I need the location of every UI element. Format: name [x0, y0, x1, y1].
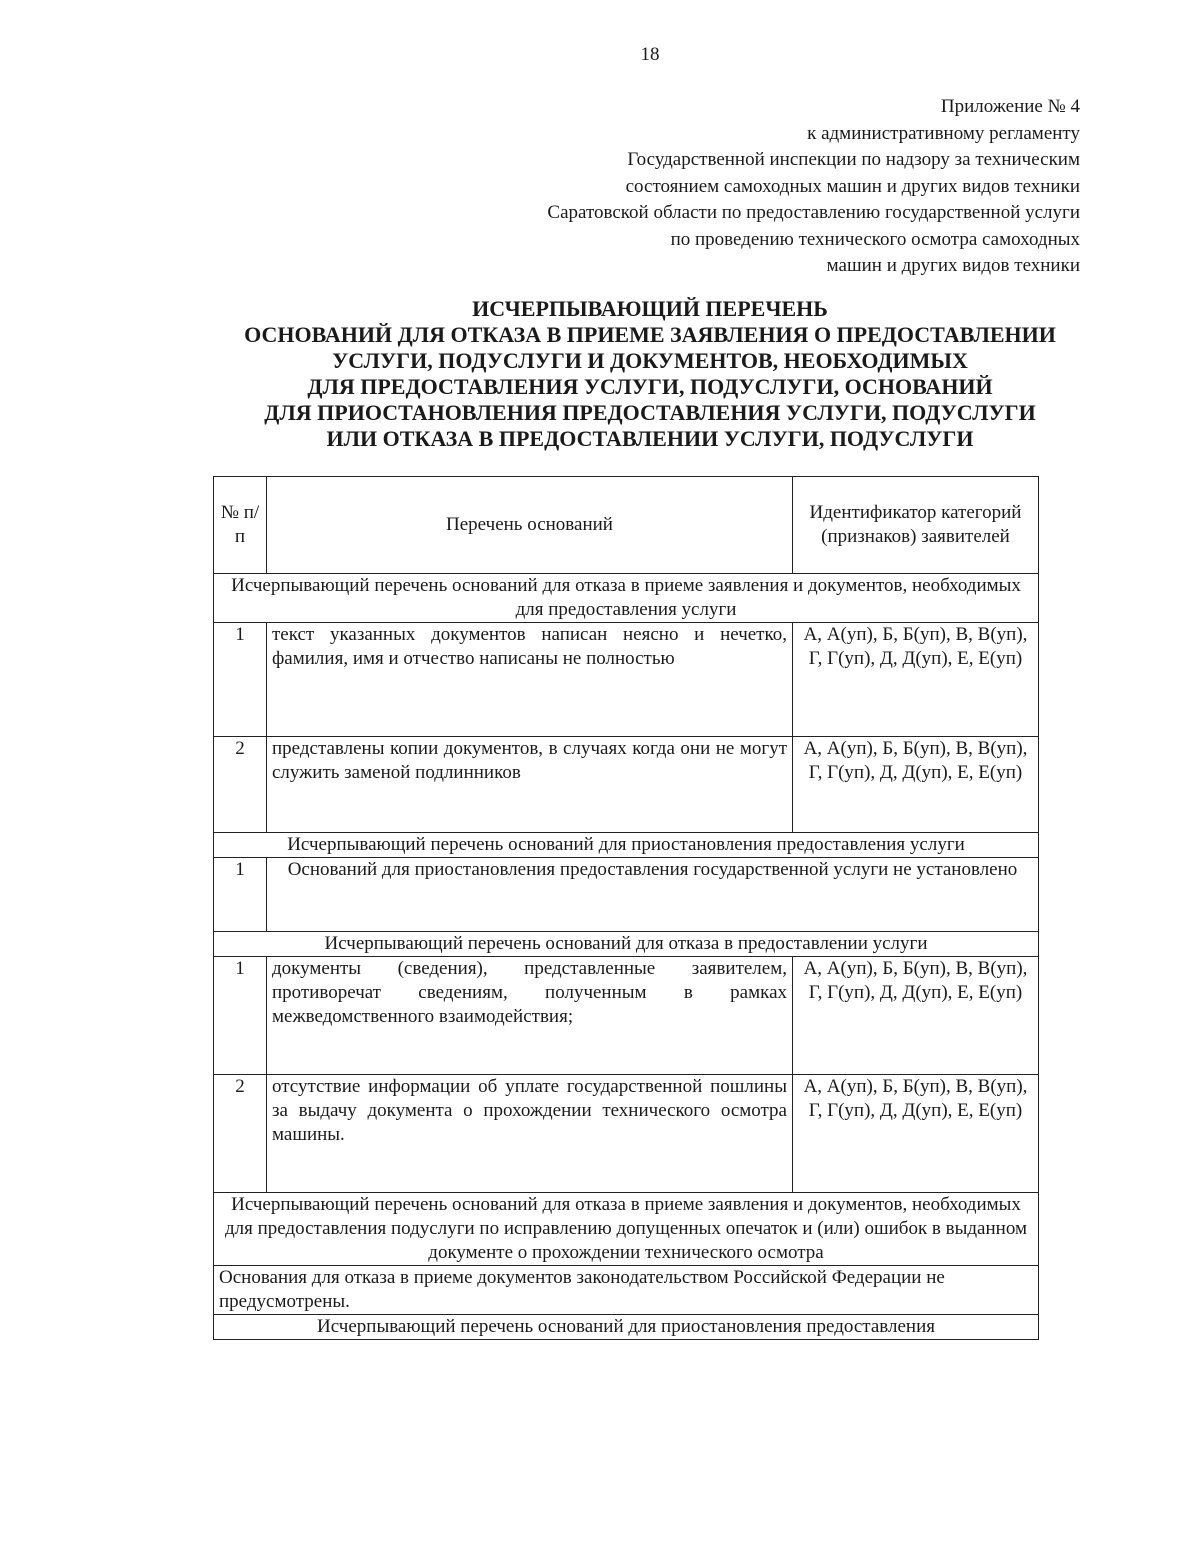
section-header-row [214, 932, 1039, 957]
header-num: № п/п [214, 477, 267, 574]
section-title: Исчерпывающий перечень оснований для отказа в приеме заявления и документов, необходимых для предоставления услуги [214, 574, 1039, 623]
section-title: Исчерпывающий перечень оснований для приостановления предоставления услуги [214, 833, 1039, 858]
grounds-table [213, 476, 1039, 1340]
page-number: 18 [640, 44, 660, 65]
title-line: ДЛЯ ПРЕДОСТАВЛЕНИЯ УСЛУГИ, ПОДУСЛУГИ, ОСНОВАНИЙ [307, 374, 993, 399]
section-header-row [214, 833, 1039, 858]
header-list: Перечень оснований [267, 477, 793, 574]
appendix-header [547, 94, 1080, 280]
section-note: Основания для отказа в приеме документов законодательством Российской Федерации не предусмотрены. [214, 1266, 1039, 1315]
row-number: 1 [214, 858, 267, 932]
title-line: ДЛЯ ПРИОСТАНОВЛЕНИЯ ПРЕДОСТАВЛЕНИЯ УСЛУГИ, ПОДУСЛУГИ [264, 400, 1036, 425]
row-identifier: А, А(уп), Б, Б(уп), В, В(уп), Г, Г(уп), Д, Д(уп), Е, Е(уп) [793, 1075, 1039, 1193]
appendix-line: к административному регламенту [807, 122, 1080, 144]
table-row [214, 1075, 1039, 1193]
row-number: 2 [214, 737, 267, 833]
table-row [214, 957, 1039, 1075]
row-ground-text: представлены копии документов, в случаях когда они не могут служить заменой подлинников [267, 737, 793, 833]
appendix-line: Государственной инспекции по надзору за техническим [627, 149, 1080, 170]
appendix-line: Приложение № 4 [940, 96, 1080, 117]
appendix-line: машин и других видов техники [826, 255, 1080, 276]
row-identifier: А, А(уп), Б, Б(уп), В, В(уп), Г, Г(уп), Д, Д(уп), Е, Е(уп) [793, 957, 1039, 1075]
appendix-line: Саратовской области по предоставлению государственной услуги [547, 202, 1080, 223]
row-number: 1 [214, 957, 267, 1075]
table-row [214, 1266, 1039, 1315]
row-identifier: А, А(уп), Б, Б(уп), В, В(уп), Г, Г(уп), Д, Д(уп), Е, Е(уп) [793, 737, 1039, 833]
appendix-line: состоянием самоходных машин и других видов техники [625, 175, 1080, 197]
section-title: Исчерпывающий перечень оснований для отказа в приеме заявления и документов, необходимых для предоставления подуслуги по исправлению допущенных опечаток и (или) ошибок в выданном документе о прохождении технического осмотра [214, 1193, 1039, 1266]
table-row [214, 858, 1039, 932]
table-header-row [214, 477, 1039, 574]
row-number: 2 [214, 1075, 267, 1193]
section-header-row [214, 1193, 1039, 1266]
row-ground-text: документы (сведения), представленные заявителем, противоречат сведениям, полученным в рамках межведомственного взаимодействия; [267, 957, 793, 1075]
table-row [214, 623, 1039, 737]
section-title: Исчерпывающий перечень оснований для отказа в предоставлении услуги [214, 932, 1039, 957]
title-line: ОСНОВАНИЙ ДЛЯ ОТКАЗА В ПРИЕМЕ ЗАЯВЛЕНИЯ О ПРЕДОСТАВЛЕНИИ [244, 322, 1056, 347]
title-line: УСЛУГИ, ПОДУСЛУГИ И ДОКУМЕНТОВ, НЕОБХОДИМЫХ [332, 348, 968, 373]
row-ground-text: текст указанных документов написан неясно и нечетко, фамилия, имя и отчество написаны не полностью [267, 623, 793, 737]
row-ground-text: отсутствие информации об уплате государственной пошлины за выдачу документа о прохождении технического осмотра машины. [267, 1075, 793, 1193]
appendix-line: по проведению технического осмотра самоходных [670, 228, 1080, 250]
title-line: ИЛИ ОТКАЗА В ПРЕДОСТАВЛЕНИИ УСЛУГИ, ПОДУСЛУГИ [326, 426, 974, 451]
row-identifier: А, А(уп), Б, Б(уп), В, В(уп), Г, Г(уп), Д, Д(уп), Е, Е(уп) [793, 623, 1039, 737]
section-title: Исчерпывающий перечень оснований для приостановления предоставления [214, 1315, 1039, 1340]
title-line: ИСЧЕРПЫВАЮЩИЙ ПЕРЕЧЕНЬ [472, 296, 828, 321]
section-header-row [214, 1315, 1039, 1340]
section-header-row [214, 574, 1039, 623]
header-identifier: Идентификатор категорий (признаков) заявителей [793, 477, 1039, 574]
table-row [214, 737, 1039, 833]
row-number: 1 [214, 623, 267, 737]
row-ground-text: Оснований для приостановления предоставления государственной услуги не установлено [267, 858, 1039, 932]
document-title [150, 296, 1150, 452]
